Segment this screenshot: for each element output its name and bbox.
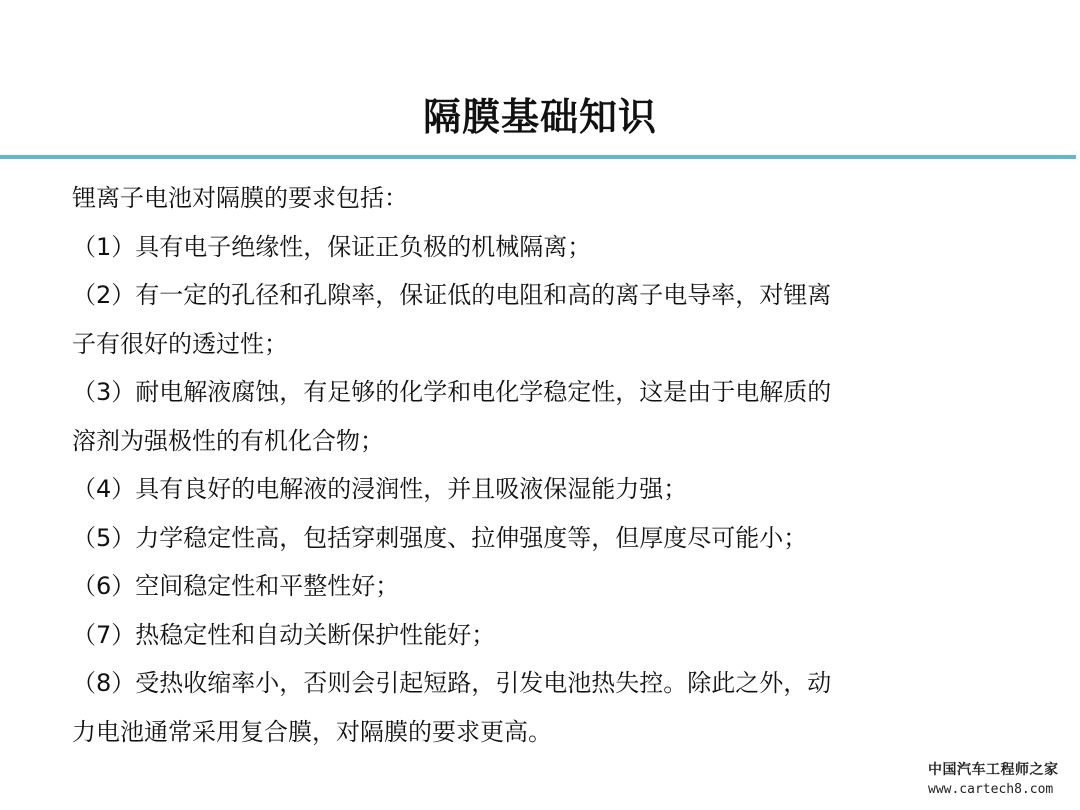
watermark-url: www.cartech8.com	[928, 782, 1054, 797]
watermark	[928, 760, 1068, 800]
title-divider	[0, 155, 1076, 159]
body-line: （3）耐电解液腐蚀，有足够的化学和电化学稳定性，这是由于电解质的	[72, 378, 832, 406]
body-line: 子有很好的透过性；	[72, 329, 288, 358]
watermark-name: 中国汽车工程师之家	[928, 762, 1059, 778]
slide-body	[72, 174, 932, 756]
body-line: （5）力学稳定性高，包括穿刺强度、拉伸强度等，但厚度尽可能小；	[72, 523, 808, 552]
body-line: 锂离子电池对隔膜的要求包括：	[72, 184, 408, 212]
body-line: （2）有一定的孔径和孔隙率，保证低的电阻和高的离子电导率，对锂离	[72, 281, 832, 309]
body-line: （4）具有良好的电解液的浸润性，并且吸液保湿能力强；	[72, 475, 688, 503]
body-line: （1）具有电子绝缘性，保证正负极的机械隔离；	[72, 232, 592, 261]
slide-title: 隔膜基础知识	[422, 95, 657, 139]
body-line: 溶剂为强极性的有机化合物；	[72, 426, 384, 455]
body-line: （8）受热收缩率小，否则会引起短路，引发电池热失控。除此之外，动	[72, 669, 832, 697]
body-line: 力电池通常采用复合膜，对隔膜的要求更高。	[72, 717, 552, 746]
body-line: （7）热稳定性和自动关断保护性能好；	[72, 620, 496, 649]
body-line: （6）空间稳定性和平整性好；	[72, 572, 400, 600]
